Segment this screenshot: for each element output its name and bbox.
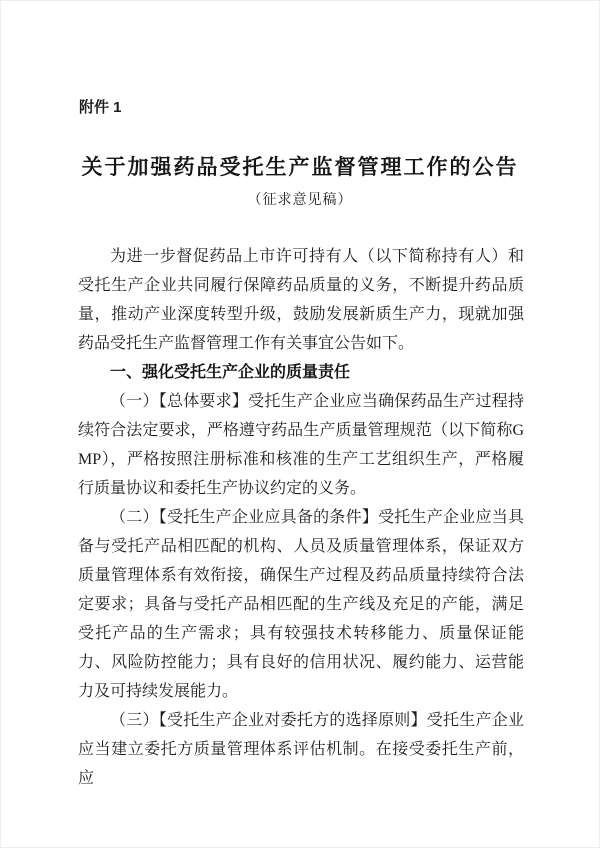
document-body [78,242,524,793]
document-title: 关于加强药品受托生产监督管理工作的公告 [81,154,519,179]
document-subtitle: （征求意见稿） [247,193,353,208]
body-paragraph: （二）【受托生产企业应具备的条件】受托生产企业应当具备与受托产品相匹配的机构、人员及质量管理体系，保证双方质量管理体系有效衔接，确保生产过程及药品质量持续符合法定要求；具备与受托产品相匹配的生产线及充足的产能，满足受托产品的生产需求；具有较强技术转移能力、质量保证能力、风险防控能力；具有良好的信用状况、履约能力、运营能力及可持续发展能力。 [78,509,524,700]
body-paragraph: （三）【受托生产企业对委托方的选择原则】受托生产企业应当建立委托方质量管理体系评估机制。在接受委托生产前，应 [78,712,524,787]
body-paragraphs [78,387,524,793]
intro-paragraph: 为进一步督促药品上市许可持有人（以下简称持有人）和受托生产企业共同履行保障药品质量的义务，不断提升药品质量，推动产业深度转型升级，鼓励发展新质生产力，现就加强药品受托生产监督管理工作有关事宜公告如下。 [78,248,524,352]
section-heading: 一、强化受托生产企业的质量责任 [110,364,351,381]
body-paragraph: （一）【总体要求】受托生产企业应当确保药品生产过程持续符合法定要求，严格遵守药品生产质量管理规范（以下简称GMP），严格按照注册标准和核准的生产工艺组织生产，严格履行质量协议和委托生产协议约定的义务。 [78,393,524,497]
attachment-label: 附件 1 [79,99,122,116]
